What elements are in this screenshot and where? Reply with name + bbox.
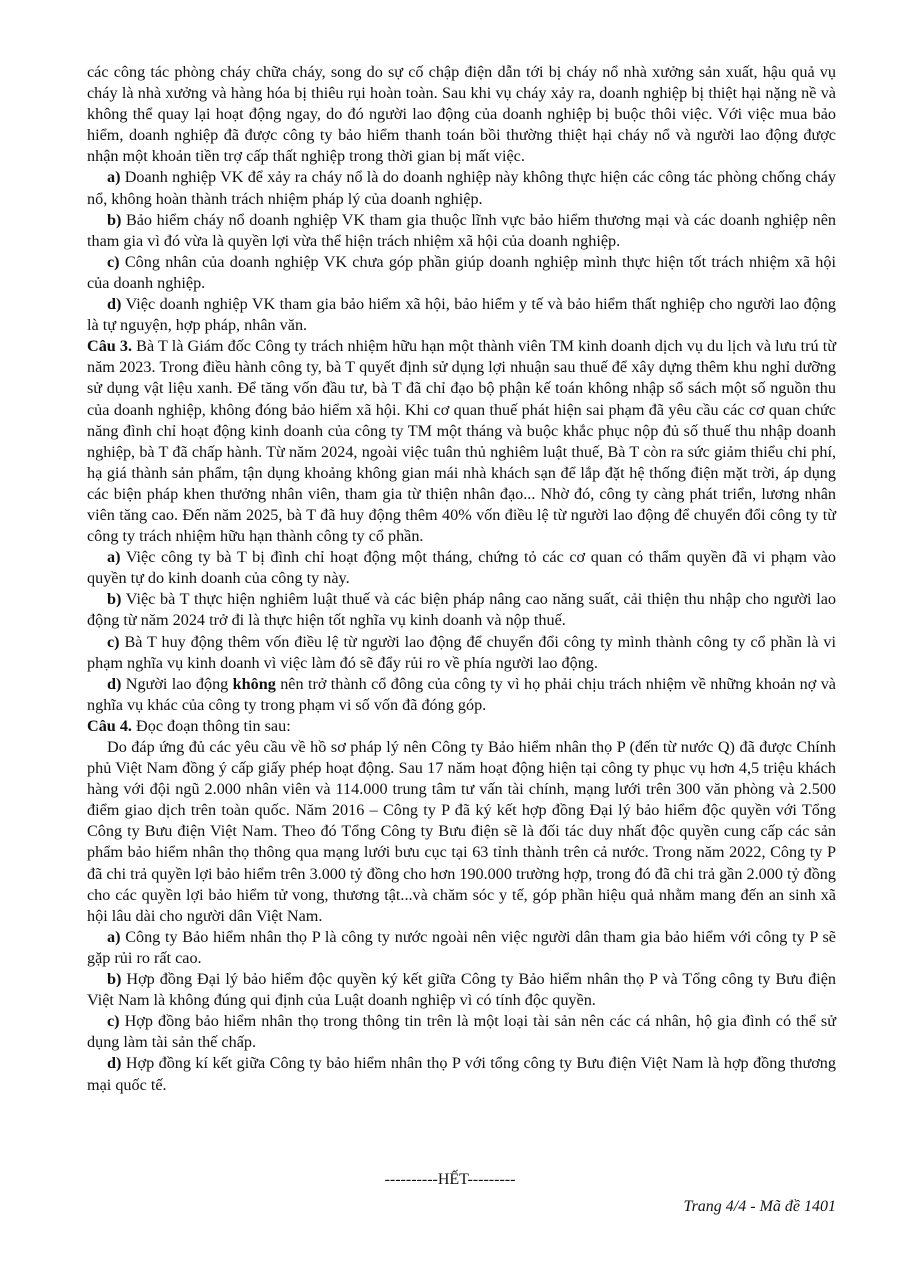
- statement-label: c): [107, 1012, 120, 1031]
- question-label: Câu 4.: [87, 716, 132, 735]
- question-4: [87, 716, 836, 737]
- question-label: Câu 3.: [87, 337, 133, 356]
- statement-text: Việc doanh nghiệp VK tham gia bảo hiểm xã hội, bảo hiểm y tế và bảo hiểm thất nghiệp cho người lao động là tự nguyện, hợp pháp, nhân văn.: [87, 295, 836, 335]
- statement-label: b): [107, 590, 122, 609]
- statement-d-q3: [87, 674, 836, 716]
- end-marker: ----------HẾT---------: [384, 1171, 516, 1188]
- statement-d-q4: [87, 1053, 836, 1095]
- document-body: [87, 62, 836, 1096]
- statement-text: Bà T huy động thêm vốn điều lệ từ người lao động để chuyển đổi công ty mình thành công ty cổ phần là vi phạm nghĩa vụ kinh doanh vì việc làm đó sẽ đẩy rủi ro về phía người lao động.: [87, 632, 836, 672]
- emphasis-khong: không: [232, 674, 276, 693]
- statement-text: Hợp đồng kí kết giữa Công ty bảo hiểm nhân thọ P với tổng công ty Bưu điện Việt Nam là hợp đồng thương mại quốc tế.: [87, 1054, 836, 1094]
- paragraph-text: các công tác phòng cháy chữa cháy, song do sự cố chập điện dẫn tới bị cháy nổ nhà xưởng sản xuất, hậu quả vụ cháy là nhà xưởng và hàng hóa bị thiêu rụi hoàn toàn. Sau khi vụ cháy xảy ra, doanh nghiệp bị thiệt hại nặng nề và không thể quay lại hoạt động ngay, do đó người lao động của doanh nghiệp bị buộc thôi việc. Với việc mua bảo hiểm, doanh nghiệp đã được công ty bảo hiểm thanh toán bồi thường thiệt hại cháy nổ và người lao động được nhận một khoản tiền trợ cấp thất nghiệp trong thời gian bị mất việc.: [87, 63, 836, 166]
- statement-text-rest: nên trở thành cổ đông của công ty vì họ phải chịu trách nhiệm về những khoản nợ và nghĩa vụ khác của công ty trong phạm vi số vốn đã đóng góp.: [87, 674, 836, 714]
- statement-a-q3: [87, 547, 836, 589]
- statement-label: b): [107, 210, 122, 229]
- passage-q4: [87, 737, 836, 927]
- statement-label: a): [107, 168, 121, 187]
- statement-text: Người lao động: [121, 674, 233, 693]
- paragraph-intro-continued: [87, 62, 836, 167]
- statement-text: Công ty Bảo hiểm nhân thọ P là công ty nước ngoài nên việc người dân tham gia bảo hiểm với công ty P sẽ gặp rủi ro rất cao.: [87, 927, 836, 967]
- statement-label: a): [107, 548, 121, 567]
- statement-label: d): [107, 295, 122, 314]
- statement-c-q3: [87, 632, 836, 674]
- statement-text: Hợp đồng bảo hiểm nhân thọ trong thông tin trên là một loại tài sản nên các cá nhân, hộ gia đình có thể sử dụng làm tài sản thế chấp.: [87, 1012, 836, 1052]
- statement-text: Việc bà T thực hiện nghiêm luật thuế và các biện pháp nâng cao năng suất, cải thiện thu nhập cho người lao động từ năm 2024 trở đi là thực hiện tốt nghĩa vụ kinh doanh và nộp thuế.: [87, 590, 836, 630]
- statement-text: Việc công ty bà T bị đình chỉ hoạt động một tháng, chứng tỏ các cơ quan có thẩm quyền đã vi phạm vào quyền tự do kinh doanh của công ty này.: [87, 548, 836, 588]
- statement-text: Bảo hiểm cháy nổ doanh nghiệp VK tham gia thuộc lĩnh vực bảo hiểm thương mại và các doanh nghiệp nên tham gia vì đó vừa là quyền lợi vừa thể hiện trách nhiệm xã hội của doanh nghiệp.: [87, 210, 836, 250]
- statement-text: Công nhân của doanh nghiệp VK chưa góp phần giúp doanh nghiệp mình thực hiện tốt trách nhiệm xã hội của doanh nghiệp.: [87, 252, 836, 292]
- statement-c-q4: [87, 1011, 836, 1053]
- statement-label: c): [107, 632, 120, 651]
- statement-text: Hợp đồng Đại lý bảo hiểm độc quyền ký kết giữa Công ty Bảo hiểm nhân thọ P và Tổng công ty Bưu điện Việt Nam là không đúng qui định của Luật doanh nghiệp vì có tính độc quyền.: [87, 970, 836, 1010]
- statement-c-q2: [87, 252, 836, 294]
- question-text: Bà T là Giám đốc Công ty trách nhiệm hữu hạn một thành viên TM kinh doanh dịch vụ du lịch và lưu trú từ năm 2023. Trong điều hành công ty, bà T quyết định sử dụng lợi nhuận sau thuế để xây dựng thêm khu nghỉ dưỡng sử dụng vật liệu xanh. Để tăng vốn đầu tư, bà T đã chỉ đạo bộ phận kế toán không nhập sổ sách một số nguồn thu của doanh nghiệp, không đóng bảo hiểm xã hội. Khi cơ quan thuế phát hiện sai phạm đã yêu cầu các cơ quan chức năng đình chỉ hoạt động kinh doanh của công ty TM một tháng và buộc khắc phục nộp đủ số thuế thu nhập doanh nghiệp, bà T đã chấp hành. Từ năm 2024, ngoài việc tuân thủ nghiêm luật thuế, Bà T còn ra sức giảm thiểu chi phí, hạ giá thành sản phẩm, tận dụng khoảng không gian mái nhà khách sạn để lắp đặt hệ thống điện mặt trời, áp dụng các biện pháp khen thưởng nhân viên, tham gia từ thiện nhân đạo... Nhờ đó, công ty càng phát triển, lương nhân viên tăng cao. Đến năm 2025, bà T đã huy động thêm 40% vốn điều lệ từ người lao động để chuyển đổi công ty từ công ty trách nhiệm hữu hạn thành công ty cổ phần.: [87, 337, 837, 546]
- question-text: Đọc đoạn thông tin sau:: [131, 716, 291, 735]
- page-footer: Trang 4/4 - Mã đề 1401: [683, 1198, 836, 1215]
- statement-label: a): [107, 927, 121, 946]
- statement-label: c): [107, 252, 120, 271]
- statement-b-q3: [87, 589, 836, 631]
- question-3: [87, 336, 836, 547]
- statement-a-q4: [87, 927, 836, 969]
- statement-b-q2: [87, 210, 836, 252]
- statement-text: Doanh nghiệp VK để xảy ra cháy nổ là do doanh nghiệp này không thực hiện các công tác phòng chống cháy nổ, không hoàn thành trách nhiệm pháp lý của doanh nghiệp.: [87, 168, 836, 208]
- statement-label: d): [107, 1054, 122, 1073]
- statement-b-q4: [87, 969, 836, 1011]
- statement-label: b): [107, 970, 122, 989]
- statement-label: d): [107, 674, 122, 693]
- statement-d-q2: [87, 294, 836, 336]
- passage-text: Do đáp ứng đủ các yêu cầu về hồ sơ pháp lý nên Công ty Bảo hiểm nhân thọ P (đến từ nước Q) đã được Chính phủ Việt Nam đồng ý cấp giấy phép hoạt động. Sau 17 năm hoạt động hiện tại công ty phục vụ hơn 4,5 triệu khách hàng với đội ngũ 2.000 nhân viên và 114.000 trung tâm tư vấn tài chính, mạng lưới trên 300 văn phòng và 2.500 điểm giao dịch trên toàn quốc. Năm 2016 – Công ty P đã ký kết hợp đồng Đại lý bảo hiểm độc quyền với Tổng Công ty Bưu điện Việt Nam. Theo đó Tổng Công ty Bưu điện sẽ là đối tác duy nhất độc quyền cung cấp các sản phẩm bảo hiểm nhân thọ thông qua mạng lưới bưu cục tại 63 tỉnh thành trên cả nước. Trong năm 2022, Công ty P đã chi trả quyền lợi bảo hiểm trên 3.000 tỷ đồng cho hơn 190.000 trường hợp, trong đó đã chi trả gần 2.000 tỷ đồng cho các quyền lợi bảo hiểm tử vong, thương tật...và chăm sóc y tế, góp phần hiệu quả nhằm mang đến an sinh xã hội lâu dài cho người dân Việt Nam.: [87, 738, 836, 925]
- statement-a-q2: [87, 167, 836, 209]
